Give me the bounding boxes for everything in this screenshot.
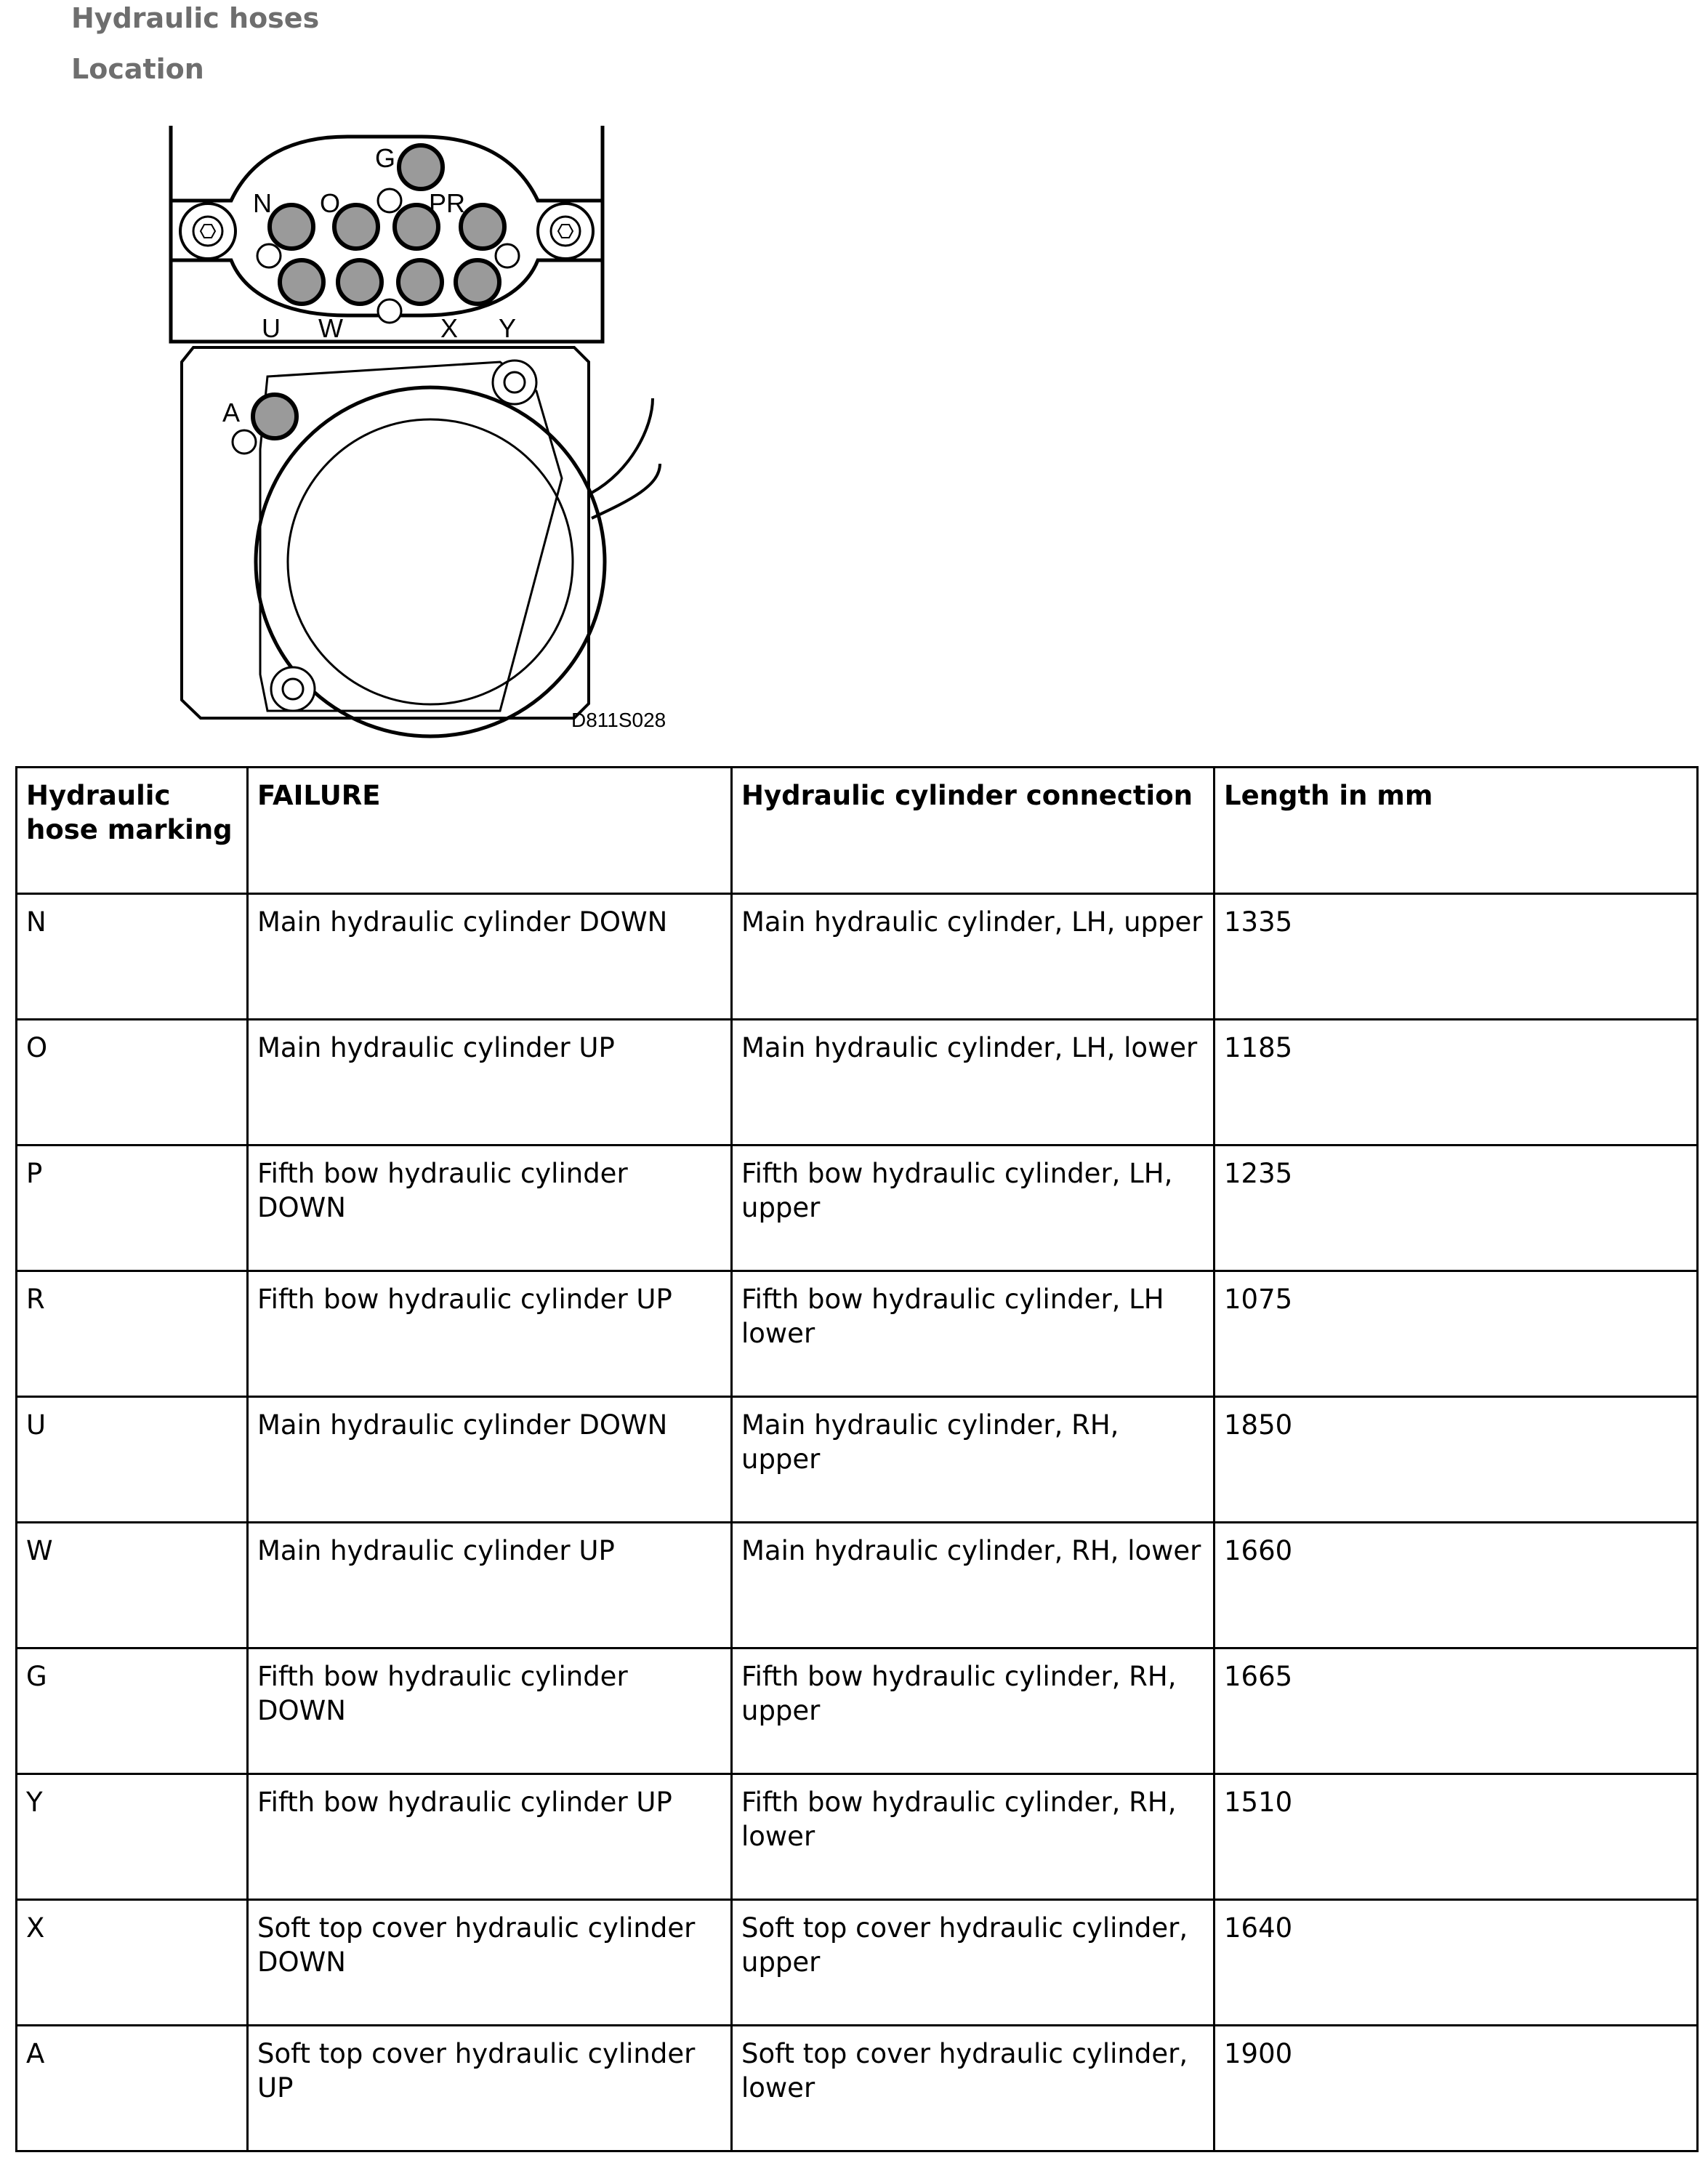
table-row xyxy=(17,1397,1698,1523)
port-w xyxy=(338,260,382,304)
cell-marking: P xyxy=(17,1146,248,1271)
cell-marking: Y xyxy=(17,1774,248,1900)
flange-bolt-bottom-icon xyxy=(271,667,315,711)
header-hose-marking: Hydraulic hose marking xyxy=(17,768,248,894)
cylinder-inner-ring xyxy=(288,419,573,704)
flange-bolt-top-icon xyxy=(493,361,536,404)
table-row xyxy=(17,1146,1698,1271)
cell-connection: Fifth bow hydraulic cylinder, RH, upper xyxy=(732,1648,1214,1774)
cell-marking: N xyxy=(17,894,248,1020)
port-label-x: X xyxy=(440,313,459,343)
port-label-g: G xyxy=(375,143,396,173)
port-n xyxy=(270,205,313,249)
cell-length: 1335 xyxy=(1214,894,1698,1020)
cell-marking: W xyxy=(17,1523,248,1648)
port-u xyxy=(280,260,323,304)
port-o xyxy=(334,205,378,249)
cell-failure: Fifth bow hydraulic cylinder UP xyxy=(248,1271,732,1397)
cell-failure: Main hydraulic cylinder UP xyxy=(248,1523,732,1648)
cylinder-flange xyxy=(260,362,562,711)
port-label-o: O xyxy=(320,188,341,218)
wire-upper xyxy=(592,398,653,493)
hydraulic-hose-table xyxy=(15,766,1699,2152)
cell-connection: Soft top cover hydraulic cylinder, lower xyxy=(732,2026,1214,2151)
hydraulic-valve-block-diagram xyxy=(158,122,682,740)
bolt-left-icon xyxy=(180,204,235,259)
small-port-3 xyxy=(496,244,519,267)
cell-length: 1185 xyxy=(1214,1020,1698,1146)
cell-connection: Main hydraulic cylinder, LH, lower xyxy=(732,1020,1214,1146)
header-length: Length in mm xyxy=(1214,768,1698,894)
small-port-1 xyxy=(378,189,401,212)
port-label-n: N xyxy=(253,188,272,218)
cell-length: 1640 xyxy=(1214,1900,1698,2026)
table-row xyxy=(17,1020,1698,1146)
cell-failure: Soft top cover hydraulic cylinder DOWN xyxy=(248,1900,732,2026)
page-title: Hydraulic hoses xyxy=(71,2,320,34)
header-cylinder-connection: Hydraulic cylinder connection xyxy=(732,768,1214,894)
cell-connection: Soft top cover hydraulic cylinder, upper xyxy=(732,1900,1214,2026)
port-label-pr: PR xyxy=(429,188,466,218)
header-failure: FAILURE xyxy=(248,768,732,894)
bolt-right-icon xyxy=(538,204,593,259)
table-row xyxy=(17,1523,1698,1648)
table-row xyxy=(17,2026,1698,2151)
cell-length: 1850 xyxy=(1214,1397,1698,1523)
port-label-u: U xyxy=(262,313,281,343)
port-label-w: W xyxy=(318,313,343,343)
port-a xyxy=(253,395,297,438)
cell-length: 1665 xyxy=(1214,1648,1698,1774)
table-row xyxy=(17,894,1698,1020)
cell-length: 1660 xyxy=(1214,1523,1698,1648)
port-y xyxy=(456,260,499,304)
diagram-code: D811S028 xyxy=(571,709,666,731)
cell-length: 1900 xyxy=(1214,2026,1698,2151)
cell-connection: Fifth bow hydraulic cylinder, LH lower xyxy=(732,1271,1214,1397)
cell-length: 1075 xyxy=(1214,1271,1698,1397)
small-port-2 xyxy=(257,244,281,267)
small-port-4 xyxy=(378,299,401,323)
cell-failure: Fifth bow hydraulic cylinder UP xyxy=(248,1774,732,1900)
cell-failure: Fifth bow hydraulic cylinder DOWN xyxy=(248,1648,732,1774)
cell-length: 1235 xyxy=(1214,1146,1698,1271)
table-row xyxy=(17,1774,1698,1900)
cell-connection: Fifth bow hydraulic cylinder, LH, upper xyxy=(732,1146,1214,1271)
cell-marking: O xyxy=(17,1020,248,1146)
port-r xyxy=(461,205,504,249)
cell-marking: U xyxy=(17,1397,248,1523)
table-row xyxy=(17,1648,1698,1774)
section-title-location: Location xyxy=(71,53,204,85)
cell-failure: Fifth bow hydraulic cylinder DOWN xyxy=(248,1146,732,1271)
small-port-5 xyxy=(233,430,256,454)
table-header-row xyxy=(17,768,1698,894)
cell-marking: R xyxy=(17,1271,248,1397)
cell-marking: G xyxy=(17,1648,248,1774)
port-g xyxy=(399,145,443,189)
cell-connection: Main hydraulic cylinder, RH, lower xyxy=(732,1523,1214,1648)
cell-marking: A xyxy=(17,2026,248,2151)
cell-failure: Main hydraulic cylinder UP xyxy=(248,1020,732,1146)
table-row xyxy=(17,1900,1698,2026)
cell-failure: Main hydraulic cylinder DOWN xyxy=(248,894,732,1020)
wire-lower xyxy=(592,464,660,518)
port-label-y: Y xyxy=(499,313,517,343)
port-x xyxy=(398,260,442,304)
cell-marking: X xyxy=(17,1900,248,2026)
cell-connection: Main hydraulic cylinder, LH, upper xyxy=(732,894,1214,1020)
cell-failure: Soft top cover hydraulic cylinder UP xyxy=(248,2026,732,2151)
table-row xyxy=(17,1271,1698,1397)
lower-housing-outline xyxy=(182,347,589,718)
cell-connection: Fifth bow hydraulic cylinder, RH, lower xyxy=(732,1774,1214,1900)
cell-length: 1510 xyxy=(1214,1774,1698,1900)
cell-failure: Main hydraulic cylinder DOWN xyxy=(248,1397,732,1523)
port-label-a: A xyxy=(222,398,241,427)
cell-connection: Main hydraulic cylinder, RH, upper xyxy=(732,1397,1214,1523)
